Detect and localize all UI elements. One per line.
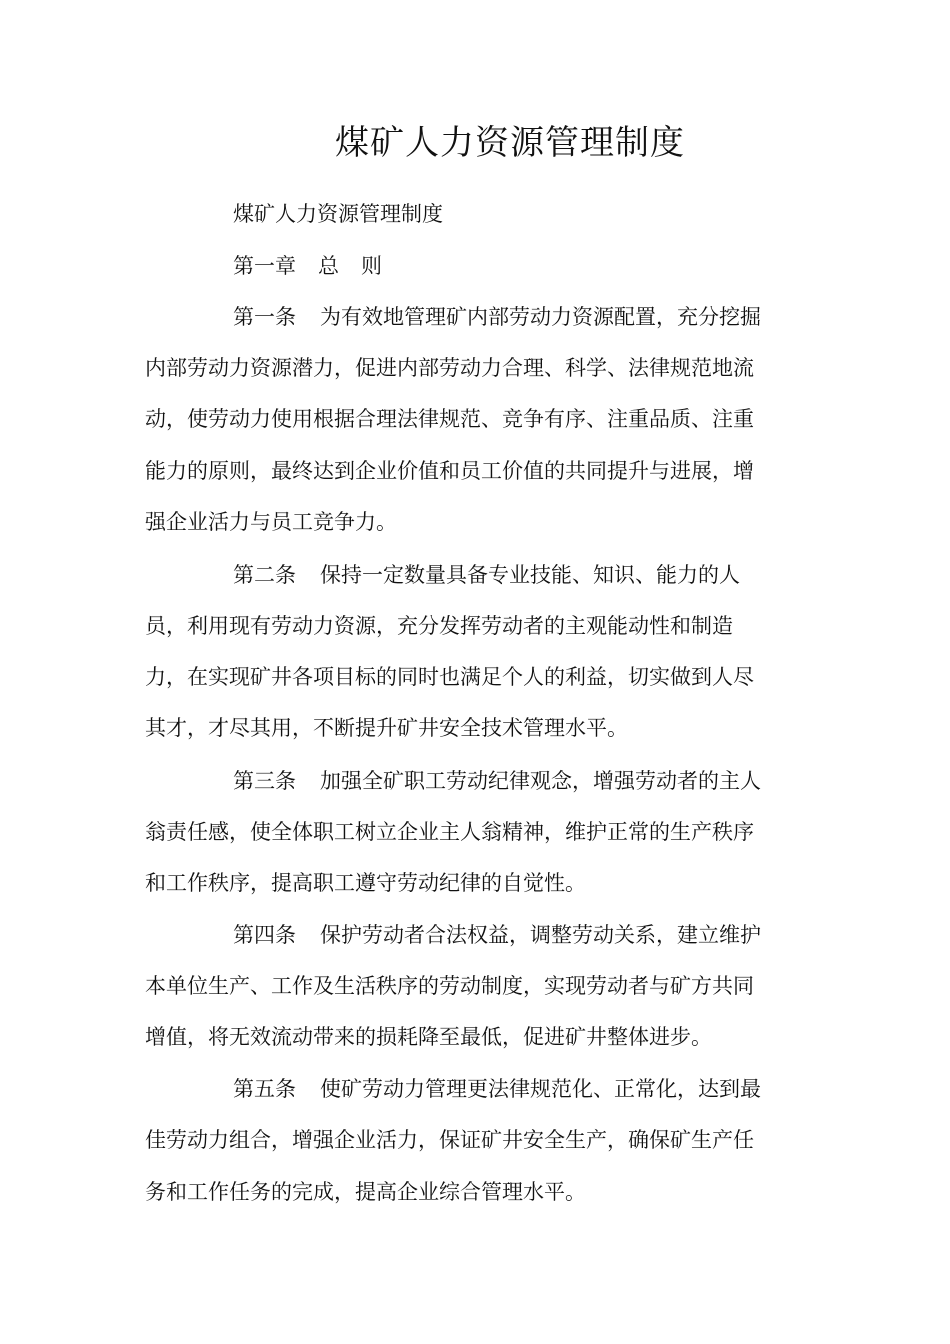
article-3-head: 第三条 (233, 769, 296, 793)
article-4-text: 保护劳动者合法权益，调整劳动关系，建立维护 (320, 923, 761, 947)
article-2-line-4: 其才，才尽其用，不断提升矿井安全技术管理水平。 (145, 716, 628, 740)
article-4-head: 第四条 (233, 923, 296, 947)
article-2-line-3: 力，在实现矿井各项目标的同时也满足个人的利益，切实做到人尽 (145, 665, 754, 689)
article-2-head: 第二条 (233, 563, 296, 587)
document-subtitle: 煤矿人力资源管理制度 (233, 202, 443, 226)
article-1-text: 为有效地管理矿内部劳动力资源配置，充分挖掘 (320, 305, 761, 329)
article-1-line-5: 强企业活力与员工竞争力。 (145, 510, 397, 534)
article-4-line-3: 增值，将无效流动带来的损耗降至最低，促进矿井整体进步。 (145, 1025, 712, 1049)
article-1-line-1 (233, 302, 761, 332)
article-5-text: 使矿劳动力管理更法律规范化、正常化，达到最 (320, 1077, 761, 1101)
document-title: 煤矿人力资源管理制度 (335, 123, 685, 163)
article-3-line-2: 翁责任感，使全体职工树立企业主人翁精神，维护正常的生产秩序 (145, 820, 754, 844)
article-1-head: 第一条 (233, 305, 296, 329)
chapter-heading (233, 251, 382, 281)
article-2-line-1 (233, 560, 740, 590)
article-3-line-1 (233, 766, 761, 796)
article-5-line-1 (233, 1074, 761, 1104)
article-5-head: 第五条 (233, 1077, 296, 1101)
article-4-line-1 (233, 920, 761, 950)
article-1-line-2: 内部劳动力资源潜力，促进内部劳动力合理、科学、法律规范地流 (145, 356, 754, 380)
chapter-word-1: 总 (318, 254, 339, 278)
article-2-text: 保持一定数量具备专业技能、知识、能力的人 (320, 563, 740, 587)
article-2-line-2: 员，利用现有劳动力资源，充分发挥劳动者的主观能动性和制造 (145, 614, 733, 638)
chapter-word-2: 则 (361, 254, 382, 278)
article-3-text: 加强全矿职工劳动纪律观念，增强劳动者的主人 (320, 769, 761, 793)
article-3-line-3: 和工作秩序，提高职工遵守劳动纪律的自觉性。 (145, 871, 586, 895)
article-5-line-2: 佳劳动力组合，增强企业活力，保证矿井安全生产，确保矿生产任 (145, 1128, 754, 1152)
article-4-line-2: 本单位生产、工作及生活秩序的劳动制度，实现劳动者与矿方共同 (145, 974, 754, 998)
article-1-line-4: 能力的原则，最终达到企业价值和员工价值的共同提升与进展，增 (145, 459, 754, 483)
article-5-line-3: 务和工作任务的完成，提高企业综合管理水平。 (145, 1180, 586, 1204)
chapter-label: 第一章 (233, 254, 296, 278)
article-1-line-3: 动，使劳动力使用根据合理法律规范、竞争有序、注重品质、注重 (145, 407, 754, 431)
